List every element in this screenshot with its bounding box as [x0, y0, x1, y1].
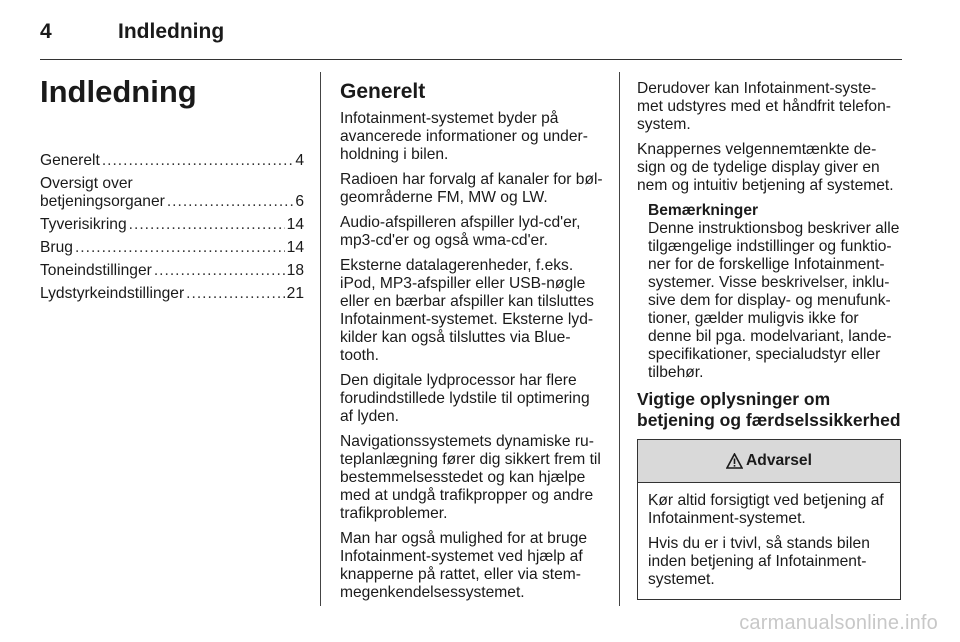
toc-leader	[154, 262, 285, 280]
header-rule	[40, 59, 902, 60]
warning-box	[637, 439, 901, 600]
chapter-title: Indledning	[40, 74, 197, 109]
paragraph: Hvis du er i tvivl, så stands bilen inden betjening af Infotainment-systemet.	[648, 535, 870, 588]
note-block	[637, 202, 901, 382]
paragraph: Eksterne datalagerenheder, f.eks. iPod, MP3-afspiller eller USB-nøgle eller en bærbar afspiller kan tilsluttes Infotainment-systemet. Eksterne lyd-kilder kan også tilsluttes via Blue-tooth.	[340, 257, 594, 364]
watermark: carmanualsonline.info	[739, 612, 938, 634]
toc-leader	[102, 152, 294, 170]
toc-page: 21	[286, 285, 304, 302]
paragraph: Derudover kan Infotainment-syste-met udstyres med et håndfrit telefon-system.	[637, 80, 891, 133]
paragraph: Man har også mulighed for at bruge Infotainment-systemet ved hjælp af knapperne på rattet, eller via stem-megenkendelsessystemet.	[340, 530, 588, 601]
toc-leader	[129, 216, 285, 234]
paragraph: Kør altid forsigtigt ved betjening af Infotainment-systemet.	[648, 492, 884, 527]
toc-item-lydstyrke[interactable]: Lydstyrkeindstillinger ..... 21	[40, 285, 304, 303]
running-title: Indledning	[118, 20, 225, 43]
toc-leader	[167, 193, 293, 211]
toc-item-generelt[interactable]: Generelt ..... 4	[40, 152, 304, 170]
paragraph: Audio-afspilleren afspiller lyd-cd'er, mp3-cd'er og også wma-cd'er.	[340, 214, 581, 249]
toc-page: 18	[286, 262, 304, 279]
column-divider-1	[320, 72, 321, 606]
note-heading: Bemærkninger	[648, 202, 759, 219]
note-text: Denne instruktionsbog beskriver alle tilgængelige indstillinger og funktio-ner for de forskellige Infotainment-systemer. Visse beskrivelser, inklu-sive dem for display- og menufunk-tioner, gælder muligvis ikke for denne bil pga. modelvariant, lande-specifikationer, specialudstyr eller tilbehør.	[648, 220, 900, 381]
paragraph: Radioen har forvalg af kanaler for bøl-geområderne FM, MW og LW.	[340, 171, 603, 206]
toc-leader	[186, 285, 284, 303]
general-column	[340, 80, 604, 609]
section-title-general: Generelt	[340, 80, 426, 103]
column-divider-2	[619, 72, 620, 606]
table-of-contents	[40, 152, 304, 303]
warning-heading: Advarsel	[746, 452, 812, 469]
warning-body	[638, 483, 900, 599]
toc-item-oversigt[interactable]: Oversigt over betjeningsorganer ..... 6	[40, 175, 304, 211]
warning-header	[638, 440, 900, 483]
toc-page: 6	[295, 193, 304, 210]
toc-leader	[75, 239, 285, 257]
page-number: 4	[40, 20, 52, 43]
toc-item-toneindstillinger[interactable]: Toneindstillinger ..... 18	[40, 262, 304, 280]
right-column	[637, 80, 901, 600]
warning-triangle-icon	[726, 453, 743, 469]
paragraph: Knappernes velgennemtænkte de-sign og de tydelige display giver en nem og intuitiv betjening af systemet.	[637, 141, 894, 194]
paragraph: Den digitale lydprocessor har flere forudindstillede lydstile til optimering af lyden.	[340, 372, 590, 425]
toc-column	[40, 74, 304, 308]
toc-page: 4	[295, 152, 304, 169]
toc-item-brug[interactable]: Brug ..... 14	[40, 239, 304, 257]
safety-heading: Vigtige oplysninger om betjening og færdselssikkerhed	[637, 389, 901, 430]
page-header	[40, 20, 902, 60]
toc-page: 14	[286, 239, 304, 256]
paragraph: Infotainment-systemet byder på avancerede informationer og under-holdning i bilen.	[340, 110, 588, 163]
toc-page: 14	[286, 216, 304, 233]
toc-item-tyverisikring[interactable]: Tyverisikring ..... 14	[40, 216, 304, 234]
paragraph: Navigationssystemets dynamiske ru-teplanlægning fører dig sikkert frem til bestemmelsesstedet og kan hjælpe med at undgå trafikpropper og andre trafikproblemer.	[340, 433, 601, 522]
